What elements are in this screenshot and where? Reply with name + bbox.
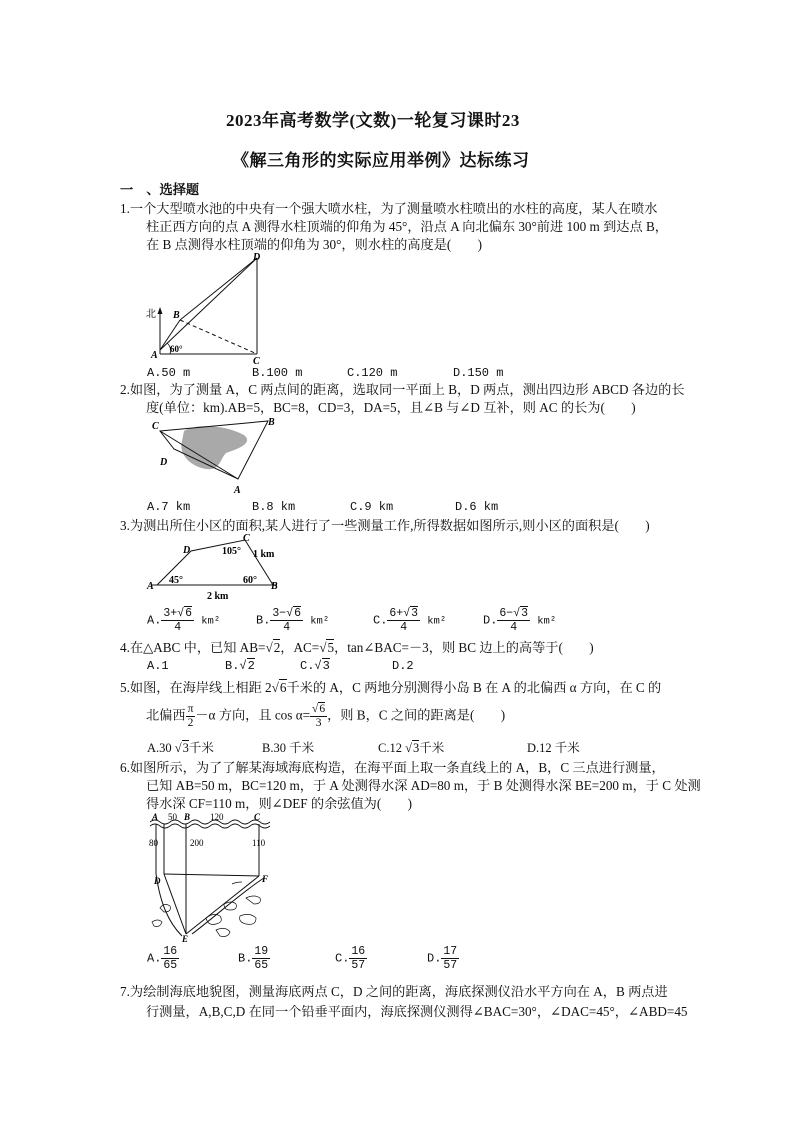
page-title: 2023年高考数学(文数)一轮复习课时23 <box>226 111 520 130</box>
q2-label-a: A <box>234 485 241 496</box>
q3-c-prefix: C. <box>373 613 388 628</box>
q3-b-unit: km² <box>310 615 330 628</box>
q3-option-d[interactable] <box>483 607 556 634</box>
q3-d-root: 3 <box>521 607 529 620</box>
q6-d-den: 57 <box>443 959 458 972</box>
q3-label-2km: 2 km <box>207 591 229 602</box>
q6-option-d[interactable] <box>427 945 459 972</box>
q2-option-a[interactable]: A.7 km <box>147 500 191 514</box>
q6-b-prefix: B. <box>238 951 253 966</box>
q3-option-a[interactable] <box>147 607 220 634</box>
q5-line2 <box>146 703 505 730</box>
q3-d-prefix: D. <box>483 613 498 628</box>
q4-c-root: 3 <box>322 659 330 673</box>
q3-label-a: A <box>147 581 154 592</box>
q2-option-c[interactable]: C.9 km <box>350 500 394 514</box>
q4-root-2: 5 <box>327 640 335 655</box>
q3-d-num: 6− <box>499 607 514 620</box>
q1-line1: 1.一个大型喷水池的中央有一个强大喷水柱，为了测量喷水柱喷出的水柱的高度，某人在喷水 <box>120 201 658 216</box>
q6-c-den: 57 <box>351 959 366 972</box>
q5-frac-pi-den: 2 <box>187 717 194 729</box>
q3-line1: 3.为测出所住小区的面积,某人进行了一些测量工作,所得数据如图所示,则小区的面积是( ) <box>120 518 650 533</box>
q2-figure <box>148 415 288 497</box>
q2-option-b[interactable]: B.8 km <box>252 500 296 514</box>
q3-label-105: 105° <box>222 546 241 557</box>
q6-label-110: 110 <box>252 838 266 848</box>
q5-frac-cos: $\frac{√6}{3}$ <box>312 703 326 729</box>
q6-option-c[interactable] <box>335 945 367 972</box>
q6-line1: 6.如图所示，为了了解某海域海底构造，在海平面上取一条直线上的 A，B，C 三点进行测量， <box>120 760 665 775</box>
q2-label-c: C <box>152 421 159 432</box>
q6-label-b: B <box>184 812 191 822</box>
q3-a-root: 6 <box>185 607 193 620</box>
q3-a-prefix: A. <box>147 613 162 628</box>
q5-root-1: 6 <box>279 680 287 695</box>
q5-frac-cos-root: 6 <box>319 703 326 715</box>
q3-option-b[interactable] <box>256 607 329 634</box>
q5-option-b[interactable]: B.30 千米 <box>262 741 315 755</box>
q5-frac-cos-den: 3 <box>315 717 322 729</box>
q5-text-3: 北偏西 <box>146 707 186 723</box>
q6-label-c: C <box>254 812 261 822</box>
q6-a-num: 16 <box>163 945 178 958</box>
q4-text-2: ，AC= <box>280 640 320 655</box>
q7-line2: 行测量，A,B,C,D 在同一个铅垂平面内，海底探测仪测得∠BAC=30°，∠DAC=45°，∠ABD=45 <box>146 1004 688 1019</box>
q3-b-prefix: B. <box>256 613 271 628</box>
section-heading: 一 、选择题 <box>120 182 200 197</box>
q3-label-45: 45° <box>169 575 183 586</box>
q3-label-c: C <box>243 533 250 544</box>
q5-frac-pi <box>186 703 196 730</box>
q3-d-fraction: $\frac{6-√3}{4}$ <box>499 607 529 634</box>
q2-label-d: D <box>160 457 168 468</box>
q6-a-den: 65 <box>163 959 178 972</box>
q3-d-unit: km² <box>537 615 557 628</box>
q4-option-b[interactable]: B.√2 <box>225 659 255 673</box>
q4-root-1: 2 <box>273 640 281 655</box>
q6-label-50: 50 <box>168 812 177 822</box>
q6-option-b[interactable] <box>238 945 270 972</box>
q3-a-num: 3+ <box>163 607 178 620</box>
q3-label-60: 60° <box>243 575 257 586</box>
q6-label-e: E <box>182 934 189 942</box>
q6-label-120: 120 <box>210 812 224 822</box>
q5-option-c[interactable]: C.12 √3千米 <box>378 741 445 755</box>
q3-figure <box>145 533 285 605</box>
q4-text-1: 4.在△ABC 中，已知 AB= <box>120 640 266 655</box>
q6-option-a[interactable] <box>147 945 179 972</box>
q7-line1: 7.为绘制海底地貌图，测量海底两点 C，D 之间的距离，海底探测仪沿水平方向在 A，B 两点进 <box>120 984 668 999</box>
q5-option-d[interactable]: D.12 千米 <box>527 741 580 755</box>
q5-a-root: 3 <box>182 741 189 755</box>
q1-figure <box>143 250 283 365</box>
q5-a-unit: 千米 <box>188 741 214 755</box>
q3-b-den: 4 <box>283 621 291 634</box>
q5-text-4: －α 方向，且 cos α= <box>195 707 311 723</box>
q6-b-den: 65 <box>254 959 269 972</box>
q3-a-fraction: $\frac{3+√6}{4}$ <box>163 607 193 634</box>
q1-option-a[interactable]: A.50 m <box>147 366 191 380</box>
q2-line2: 度(单位：km).AB=5，BC=8，CD=3，DA=5，且∠B 与∠D 互补，则 AC 的长为( ) <box>146 400 636 415</box>
q5-text-1: 5.如图，在海岸线上相距 2 <box>120 680 272 695</box>
q1-line2: 柱正西方向的点 A 测得水柱顶端的仰角为 45°，沿点 A 向北偏东 30°前进 100 m 到达点 B， <box>146 219 668 234</box>
q5-text-5: ，则 B，C 之间的距离是( ) <box>327 707 506 723</box>
q1-label-d: D <box>253 252 261 263</box>
q5-c-prefix: C.12 <box>378 741 402 755</box>
q2-line1: 2.如图，为了测量 A，C 两点间的距离，选取同一平面上 B，D 两点，测出四边形 ABCD 各边的长 <box>120 382 685 397</box>
q2-label-b: B <box>268 417 275 428</box>
q6-label-a: A <box>152 812 159 822</box>
q1-label-c: C <box>253 356 260 365</box>
q3-label-1km: 1 km <box>253 549 275 560</box>
q6-figure <box>146 812 276 942</box>
q3-c-root: 3 <box>411 607 419 620</box>
q5-c-root: 3 <box>412 741 420 755</box>
q6-b-num: 19 <box>254 945 269 958</box>
q6-d-num: 17 <box>443 945 458 958</box>
q3-d-den: 4 <box>510 621 518 634</box>
q3-label-b: B <box>271 581 278 592</box>
q1-label-north: 北 <box>146 309 156 320</box>
q3-b-root: 6 <box>294 607 302 620</box>
q5-option-a[interactable]: A.30 √3千米 <box>147 741 214 755</box>
q3-c-fraction: $\frac{6+√3}{4}$ <box>389 607 419 634</box>
q3-c-num: 6+ <box>389 607 404 620</box>
q1-label-a: A <box>151 350 158 361</box>
q3-option-c[interactable] <box>373 607 446 634</box>
q6-d-prefix: D. <box>427 951 442 966</box>
q1-option-d[interactable]: D.150 m <box>453 366 504 380</box>
q4-option-a[interactable]: A.1 <box>147 659 169 673</box>
q1-option-b[interactable]: B.100 m <box>252 366 303 380</box>
q4-line1: 4.在△ABC 中，已知 AB=√2，AC=√5，tan∠BAC=－3，则 BC 边上的高等于( ) <box>120 640 594 655</box>
q3-label-d: D <box>183 545 191 556</box>
q6-line3: 得水深 CF=110 m，则∠DEF 的余弦值为( ) <box>146 796 413 811</box>
q6-label-d: D <box>154 876 161 886</box>
q5-frac-pi-num: π <box>187 703 194 715</box>
q5-line1: 5.如图，在海岸线上相距 2√6千米的 A，C 两地分别测得小岛 B 在 A 的北偏西 α 方向，在 C 的 <box>120 680 662 695</box>
q6-a-prefix: A. <box>147 951 162 966</box>
q6-label-200: 200 <box>190 838 204 848</box>
q4-b-root: 2 <box>247 659 255 673</box>
q6-label-80: 80 <box>149 838 158 848</box>
q4-option-d[interactable]: D.2 <box>392 659 414 673</box>
q6-c-num: 16 <box>351 945 366 958</box>
q6-line2: 已知 AB=50 m，BC=120 m，于 A 处测得水深 AD=80 m，于 B 处测得水深 BE=200 m，于 C 处测 <box>146 778 701 793</box>
q1-line3: 在 B 点测得水柱顶端的仰角为 30°，则水柱的高度是( ) <box>146 237 483 252</box>
q3-b-num: 3− <box>272 607 287 620</box>
q6-label-f: F <box>262 874 269 884</box>
q4-b-prefix: B. <box>225 659 240 673</box>
q1-label-b: B <box>173 310 180 321</box>
page-subtitle: 《解三角形的实际应用举例》达标练习 <box>232 151 530 170</box>
q3-a-unit: km² <box>201 615 221 628</box>
q4-c-prefix: C. <box>300 659 315 673</box>
q5-a-prefix: A.30 <box>147 741 172 755</box>
q1-option-c[interactable]: C.120 m <box>347 366 398 380</box>
q3-c-unit: km² <box>427 615 447 628</box>
q3-a-den: 4 <box>174 621 182 634</box>
q5-text-2: 千米的 A，C 两地分别测得小岛 B 在 A 的北偏西 α 方向，在 C 的 <box>286 680 662 695</box>
q3-b-fraction: $\frac{3-√6}{4}$ <box>272 607 302 634</box>
q4-text-3: ，tan∠BAC=－3，则 BC 边上的高等于( ) <box>334 640 594 655</box>
q3-c-den: 4 <box>400 621 408 634</box>
q4-option-c[interactable]: C.√3 <box>300 659 330 673</box>
q6-c-prefix: C. <box>335 951 350 966</box>
q1-label-angle: 60° <box>170 344 183 354</box>
q5-c-unit: 千米 <box>419 741 445 755</box>
q2-option-d[interactable]: D.6 km <box>455 500 499 514</box>
